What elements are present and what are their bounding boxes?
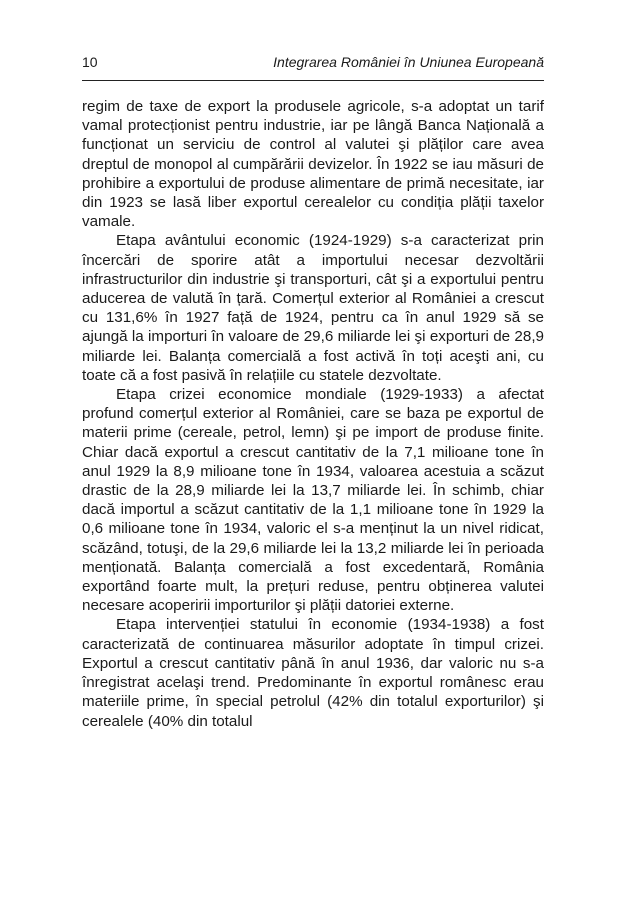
paragraph-boom-period: Etapa avântului economic (1924-1929) s-a caracterizat prin încercări de sporire atât a importului necesar dezvoltării infrastructurilor din industrie şi transporturi, cât şi a exportului pentru aducerea de valută în țară. Comerțul exterior al României a crescut cu 131,6% în 1927 față de 1924, pentru ca în anul 1929 să se ajungă la importuri în valoare de 29,6 miliarde lei şi exporturi de 28,9 miliarde lei. Balanța comercială a fost activă în toți aceşti ani, cu toate că a fost pasivă în relațiile cu statele dezvoltate.: [82, 232, 544, 384]
running-title: Integrarea României în Uniunea Europeană: [273, 54, 544, 70]
header-rule: [82, 80, 544, 81]
paragraph-state-intervention: Etapa intervenției statului în economie (1934-1938) a fost caracterizată de continuarea măsurilor adoptate în timpul crizei. Exportul a crescut cantitativ până în anul 1936, dar valoric nu s-a înregistrat acelaşi trend. Predominante în exportul românesc erau materiile prime, în special petrolul (42% din totalul exporturilor) şi cerealele (40% din totalul: [82, 616, 544, 730]
body-text: [82, 97, 544, 731]
page-number: 10: [82, 54, 98, 70]
page-header: [82, 54, 544, 76]
paragraph-crisis-period: Etapa crizei economice mondiale (1929-1933) a afectat profund comerțul exterior al României, care se baza pe exportul de materii prime (cereale, petrol, lemn) şi pe import de produse finite. Chiar dacă exportul a crescut cantitativ de la 7,1 milioane tone în anul 1929 la 8,9 milioane tone în 1934, valoarea acestuia a scăzut drastic de la 28,9 miliarde lei la 13,7 miliarde lei. În schimb, chiar dacă importul a scăzut cantitativ de la 1,1 milioane tone în 1929 la 0,6 milioane tone în 1934, valoric el s-a menținut la un nivel ridicat, scăzând, totuşi, de la 29,6 miliarde lei la 13,2 miliarde lei în perioada menționată. Balanța comercială a fost excedentară, România exportând foarte mult, la prețuri reduse, pentru obținerea valutei necesare acoperirii importurilor şi plății datoriei externe.: [82, 386, 544, 615]
paragraph-continuation: regim de taxe de export la produsele agricole, s-a adoptat un tarif vamal protecționist pentru industrie, iar pe lângă Banca Națională a funcționat un serviciu de control al valutei şi plăților care avea dreptul de monopol al cumpărării devizelor. În 1922 se iau măsuri de prohibire a exportului de produse alimentare de primă necesitate, iar din 1923 se lasă liber exportul cerealelor cu condiția plății taxelor vamale.: [82, 98, 544, 231]
